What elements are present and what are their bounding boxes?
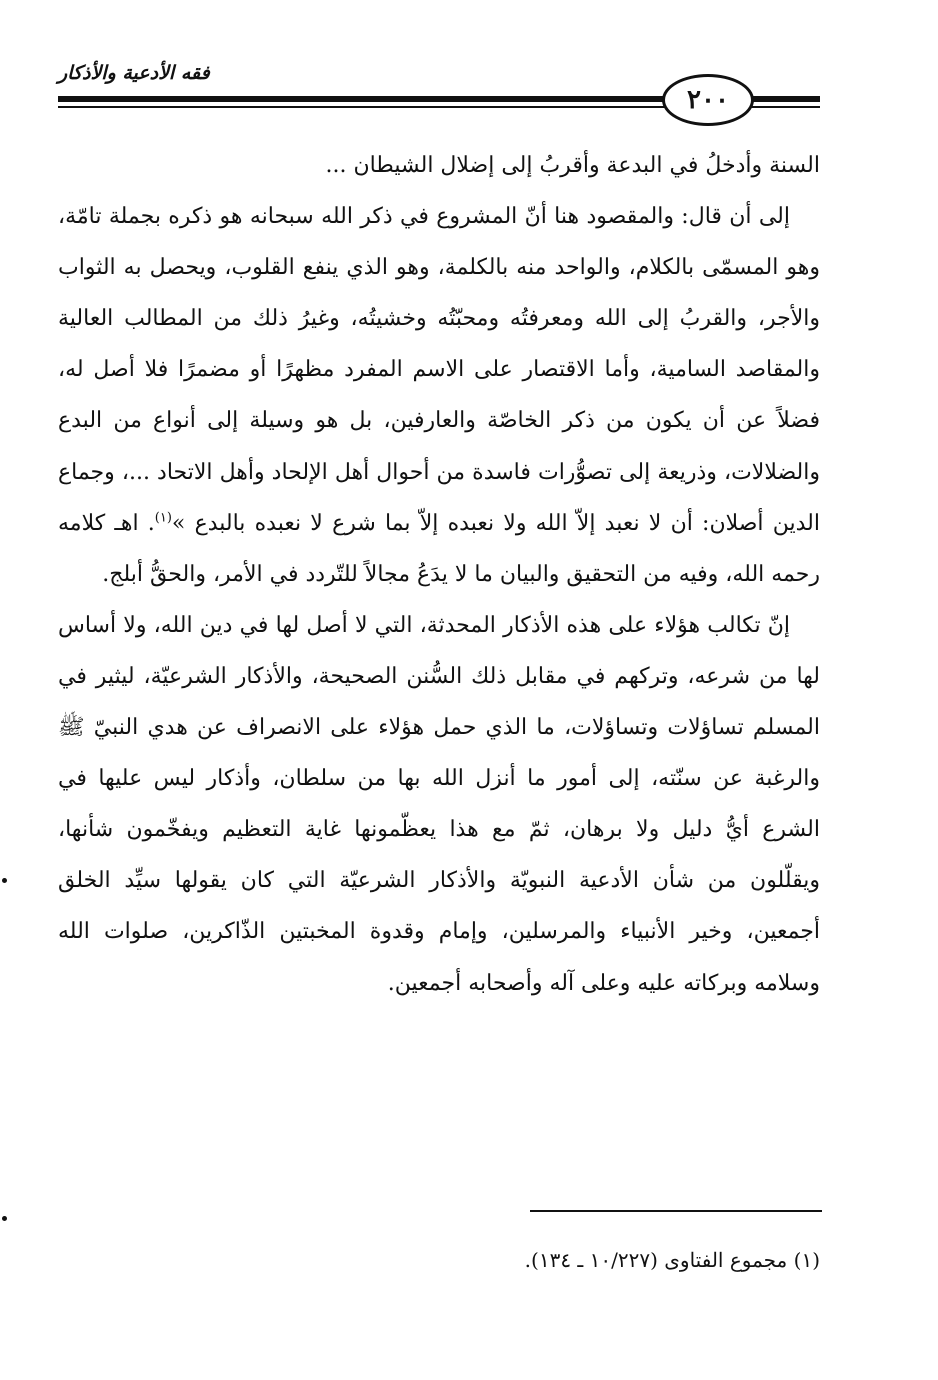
footnote-reference[interactable]: (١) xyxy=(154,510,172,526)
page-number-badge: ٢٠٠ xyxy=(662,74,754,126)
footnote-divider xyxy=(530,1210,822,1212)
running-header-title: فقه الأدعية والأذكار xyxy=(58,62,210,84)
paragraph-2-text: إلى أن قال: والمقصود هنا أنّ المشروع في ذكر الله سبحانه هو ذكره بجملة تامّة، وهو المسمّى بالكلام، والواحد منه بالكلمة، وهو الذي ينفع القلوب، ويحصل به الثواب والأجر، والقربُ إلى الله ومعرفتُه ومحبّتُه وخشيتُه، وغيرُ ذلك من المطالب العالية والمقاصد السامية، وأما الاقتصار على الاسم المفرد مظهرًا أو مضمرًا فلا أصل له، فضلاً عن أن يكون من ذكر الخاصّة والعارفين، بل هو وسيلة إلى أنواع من البدع والضلالات، وذريعة إلى تصوُّرات فاسدة من أحوال أهل الإلحاد وأهل الاتحاد ...، وجماع الدين أصلان: أن لا نعبد إلاّ الله ولا نعبده إلاّ بما شرع لا نعبده بالبدع » xyxy=(58,204,820,536)
footnote: (١) مجموع الفتاوى (١٠/٢٢٧ ـ ١٣٤). xyxy=(524,1248,820,1272)
paragraph-2 xyxy=(58,191,820,600)
paragraph-2-tail: . اهـ كلامه رحمه الله، وفيه من التحقيق والبيان ما لا يدَعُ مجالاً للتّردد في الأمر، والحقُّ أبلج. xyxy=(58,510,820,587)
paragraph-1: السنة وأدخلُ في البدعة وأقربُ إلى إضلال الشيطان ... xyxy=(325,153,820,178)
body-text xyxy=(58,140,820,1009)
scan-speck xyxy=(2,1216,7,1221)
scan-speck xyxy=(2,878,7,883)
paragraph-3: إنّ تكالب هؤلاء على هذه الأذكار المحدثة، التي لا أصل لها في دين الله، ولا أساس لها من شرعه، وتركهم في مقابل ذلك السُّنن الصحيحة، والأذكار الشرعيّة، ليثير في المسلم تساؤلات وتساؤلات، ما الذي حمل هؤلاء على الانصراف عن هدي النبيّ ﷺ والرغبة عن سنّته، إلى أمور ما أنزل الله بها من سلطان، وأذكار ليس عليها في الشرع أيُّ دليل ولا برهان، ثمّ مع هذا يعظّمونها غاية التعظيم ويفخّمون شأنها، ويقلّلون من شأن الأدعية النبويّة والأذكار الشرعيّة التي كان يقولها سيِّد الخلق أجمعين، وخير الأنبياء والمرسلين، وإمام وقدوة المخبتين الذّاكرين، صلوات الله وسلامه وبركاته عليه وعلى آله وأصحابه أجمعين. xyxy=(58,612,820,996)
